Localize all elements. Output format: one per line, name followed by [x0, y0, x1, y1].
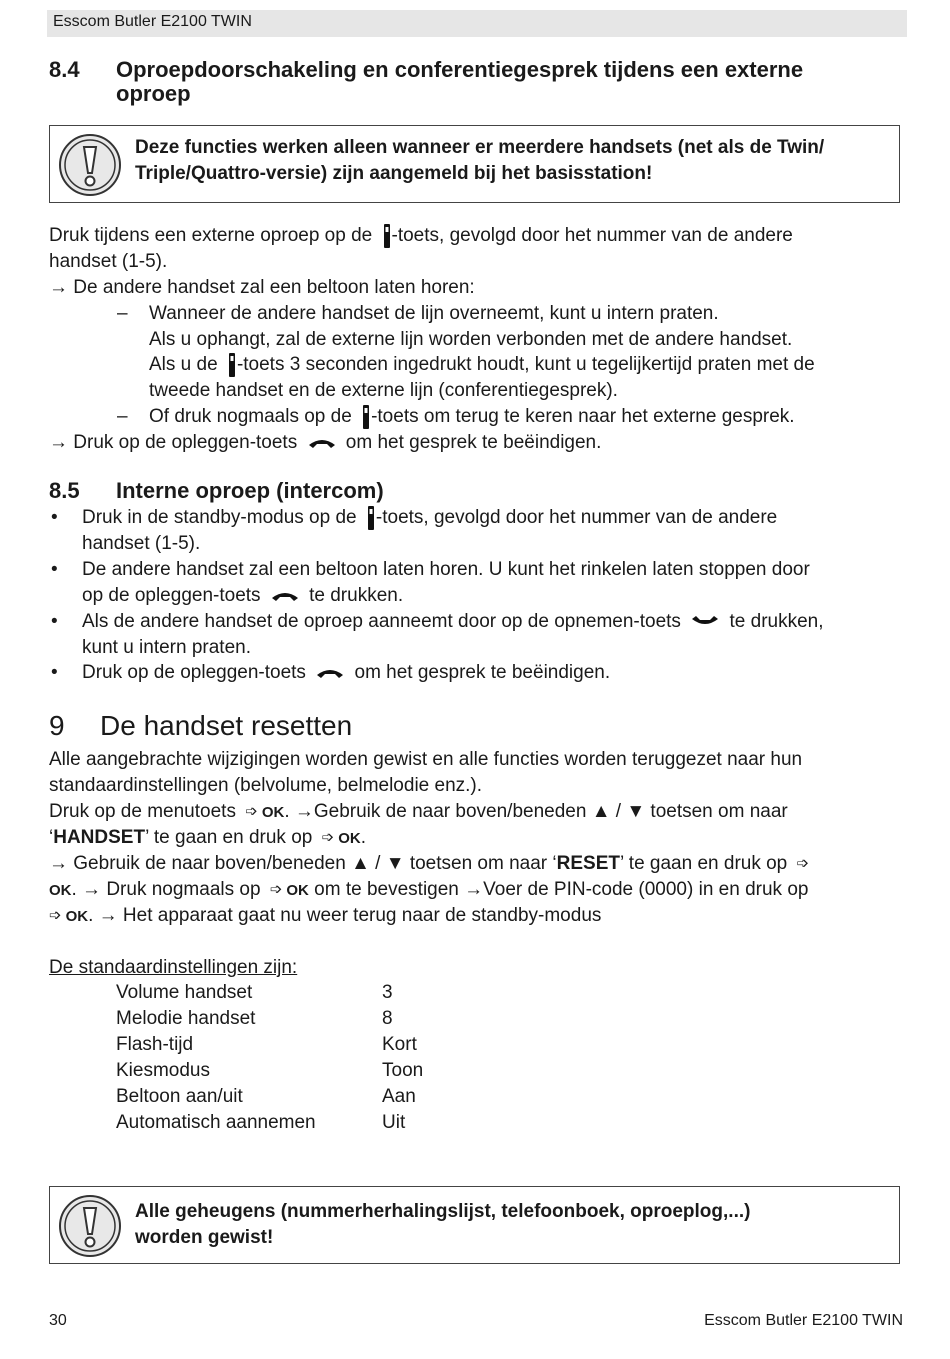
paragraph-line: handset (1-5).	[49, 251, 168, 272]
dash-item: Wanneer de andere handset de lijn overneemt, kunt u intern praten.	[149, 303, 719, 324]
bullet-item-cont	[82, 583, 403, 609]
text: Druk in de standby-modus op de	[82, 507, 357, 529]
text: Druk op de opleggen-toets	[82, 662, 306, 683]
defaults-value: 8	[382, 1008, 393, 1029]
defaults-title: De standaardinstellingen zijn:	[49, 957, 298, 978]
text: . → Druk nogmaals op	[71, 879, 261, 901]
text: -toets om terug te keren naar het externe gesprek.	[371, 406, 795, 428]
hang-up-key-icon	[315, 666, 345, 680]
pick-up-key-icon	[690, 615, 720, 629]
section-title: Interne oproep (intercom)	[116, 478, 384, 503]
dash-marker: –	[117, 303, 128, 324]
defaults-value: Toon	[382, 1060, 424, 1081]
section-8-5-heading	[49, 479, 649, 505]
hang-up-key-icon	[270, 589, 300, 603]
text: .	[360, 827, 366, 849]
dash-item-cont	[149, 352, 815, 378]
arrow-line	[49, 430, 601, 456]
bullet-marker: •	[51, 559, 58, 580]
paragraph-line	[49, 877, 808, 904]
ok-label: OK	[286, 882, 309, 900]
bullet-item-cont: kunt u intern praten.	[82, 637, 251, 658]
footer-title: Esscom Butler E2100 TWIN	[704, 1312, 903, 1329]
menu-key-icon: ➩	[269, 881, 283, 898]
note-text: Deze functies werken alleen wanneer er meerdere handsets (net als de Twin/ Triple/Quattro-versie) zijn aangemeld bij het basisstation!	[135, 137, 825, 184]
header-title: Esscom Butler E2100 TWIN	[53, 13, 252, 30]
arrow-line	[49, 275, 475, 301]
defaults-value: Uit	[382, 1112, 406, 1133]
dash-item	[149, 404, 795, 430]
section-title: Oproepdoorschakeling en conferentiegesprek tijdens een externe oproep	[116, 57, 804, 106]
bullet-marker: •	[51, 507, 58, 528]
text: ’ te gaan en druk op	[620, 853, 788, 875]
text: Druk op de opleggen-toets	[73, 432, 298, 453]
note-text: Alle geheugens (nummerherhalingslijst, telefoonboek, oproeplog,...) worden gewist!	[135, 1201, 751, 1248]
bullet-item	[82, 609, 824, 635]
paragraph-line	[49, 799, 788, 826]
text: Als u de	[149, 354, 218, 376]
section-title: De handset resetten	[100, 710, 353, 741]
menu-item-reset: RESET	[556, 853, 620, 875]
bullet-marker: •	[51, 662, 58, 683]
menu-key-icon: ➩	[796, 855, 810, 872]
warning-note-box	[49, 125, 900, 203]
ok-label: OK	[261, 804, 285, 822]
arrow-icon: →	[49, 432, 68, 453]
text: . →Gebruik de naar boven/beneden ▲ / ▼ toetsen om naar	[284, 801, 788, 823]
ok-label: OK	[338, 830, 361, 848]
hang-up-key-icon	[307, 436, 337, 450]
page-number: 30	[49, 1312, 67, 1329]
ok-label: OK	[65, 908, 89, 926]
warning-note-box	[49, 1186, 900, 1264]
menu-key-icon: ➩	[49, 907, 62, 924]
paragraph-line: standaardinstellingen (belvolume, belmelodie enz.).	[49, 775, 483, 796]
text: om te bevestigen →Voer de PIN-code (0000) in en druk op	[314, 879, 809, 901]
text: De andere handset zal een beltoon laten horen:	[73, 277, 475, 298]
handset-key-icon	[382, 223, 392, 249]
text: te drukken.	[309, 585, 404, 606]
dash-item-cont: Als u ophangt, zal de externe lijn worden verbonden met de andere handset.	[149, 329, 793, 350]
ok-label: OK	[49, 882, 72, 900]
handset-key-icon	[361, 404, 371, 430]
defaults-label: Kiesmodus	[116, 1060, 210, 1081]
text: -toets 3 seconden ingedrukt houdt, kunt u tegelijkertijd praten met de	[236, 354, 815, 376]
text: Als de andere handset de oproep aanneemt door op de opnemen-toets	[82, 611, 681, 632]
text: om het gesprek te beëindigen.	[345, 432, 602, 453]
dash-marker: –	[117, 406, 128, 427]
menu-key-icon: ➩	[245, 803, 258, 820]
defaults-value: Aan	[382, 1086, 416, 1107]
paragraph-line: Alle aangebrachte wijzigingen worden gewist en alle functies worden teruggezet naar hun	[49, 749, 803, 770]
text: Druk tijdens een externe oproep op de	[49, 225, 373, 247]
section-number: 9	[49, 710, 65, 741]
defaults-label: Automatisch aannemen	[116, 1112, 316, 1133]
paragraph-line	[49, 825, 366, 852]
text: ’ te gaan en druk op	[145, 827, 313, 849]
bullet-item-cont: handset (1-5).	[82, 533, 201, 554]
paragraph-line	[49, 851, 813, 877]
text: Druk op de menutoets	[49, 801, 236, 823]
menu-item-handset: HANDSET	[53, 827, 146, 849]
bullet-item	[82, 505, 777, 531]
text: . → Het apparaat gaat nu weer terug naar de standby-modus	[88, 905, 602, 927]
bullet-item: De andere handset zal een beltoon laten horen. U kunt het rinkelen laten stoppen door	[82, 559, 810, 580]
section-8-4-heading	[49, 58, 889, 108]
dash-item-cont: tweede handset en de externe lijn (conferentiegesprek).	[149, 380, 618, 401]
text: ‘	[49, 827, 54, 849]
arrow-icon: →	[49, 277, 68, 298]
defaults-label: Melodie handset	[116, 1008, 256, 1029]
defaults-value: Kort	[382, 1034, 417, 1055]
handset-key-icon	[366, 505, 376, 531]
bullet-item	[82, 660, 610, 686]
text: Of druk nogmaals op de	[149, 406, 352, 428]
text: -toets, gevolgd door het nummer van de andere	[391, 225, 793, 247]
defaults-label: Volume handset	[116, 982, 253, 1003]
text: te drukken,	[729, 611, 824, 632]
bullet-marker: •	[51, 611, 58, 632]
handset-key-icon	[227, 352, 237, 378]
section-number: 8.5	[49, 478, 80, 503]
section-number: 8.4	[49, 57, 80, 82]
defaults-label: Flash-tijd	[116, 1034, 194, 1055]
text: op de opleggen-toets	[82, 585, 261, 606]
warning-icon	[58, 133, 122, 197]
text: om het gesprek te beëindigen.	[354, 662, 611, 683]
paragraph-line	[49, 903, 601, 930]
running-header	[47, 10, 907, 37]
warning-icon	[58, 1194, 122, 1258]
text: -toets, gevolgd door het nummer van de andere	[375, 507, 778, 529]
paragraph-line	[49, 223, 793, 249]
defaults-value: 3	[382, 982, 393, 1003]
defaults-label: Beltoon aan/uit	[116, 1086, 243, 1107]
text: → Gebruik de naar boven/beneden ▲ / ▼ toetsen om naar ‘	[49, 853, 557, 875]
menu-key-icon: ➩	[321, 829, 335, 846]
